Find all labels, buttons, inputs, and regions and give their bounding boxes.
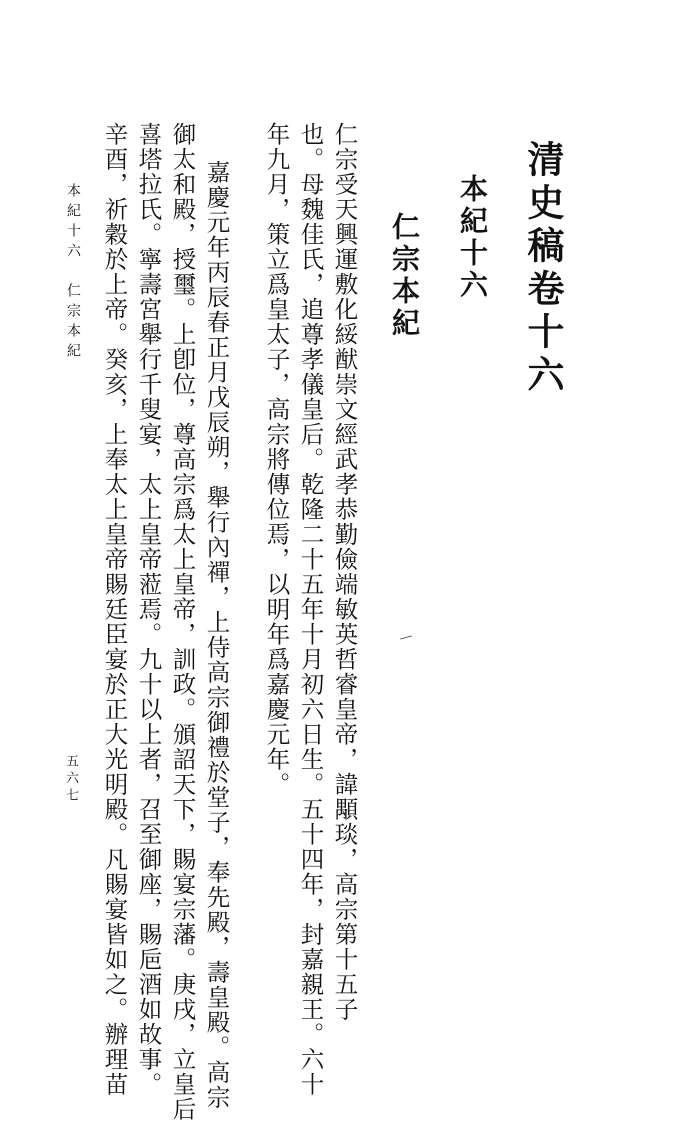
section-title: 仁宗本紀 bbox=[388, 212, 421, 340]
body-column-4: 嘉慶元年丙辰春正月戊辰朔，舉行內禪，上侍高宗御禮於堂子，奉先殿，壽皇殿。高宗 bbox=[202, 160, 231, 1110]
body-column-2: 也。母魏佳氏，追尊孝儀皇后。乾隆二十五年十月初六日生。五十四年，封嘉親王。六十 bbox=[296, 122, 325, 1097]
body-column-5: 御太和殿，授璽。上卽位，尊高宗爲太上皇帝，訓政。頒詔天下，賜宴宗藩。庚戌，立皇后 bbox=[168, 122, 197, 1122]
running-head: 本紀十六 仁宗本紀 bbox=[65, 183, 81, 363]
body-column-3: 年九月，策立爲皇太子，高宗將傳位焉，以明年爲嘉慶元年。 bbox=[262, 122, 291, 797]
body-column-6: 喜塔拉氏。寧壽宮舉行千叟宴，太上皇帝蒞焉。九十以上者，召至御座，賜巵酒如故事。 bbox=[134, 122, 163, 1097]
page-number: 五六七 bbox=[63, 754, 78, 805]
book-title: 清史稿卷十六 bbox=[521, 140, 565, 398]
body-column-1: 仁宗受天興運敷化綏猷崇文經武孝恭勤儉端敏英哲睿皇帝，諱顒琰，高宗第十五子 bbox=[330, 122, 359, 1022]
stray-mark bbox=[400, 635, 412, 639]
chapter-title: 本紀十六 bbox=[456, 174, 489, 302]
body-column-7: 辛酉，祈穀於上帝。癸亥，上奉太上皇帝賜廷臣宴於正大光明殿。凡賜宴皆如之。辦理苗 bbox=[100, 122, 129, 1097]
